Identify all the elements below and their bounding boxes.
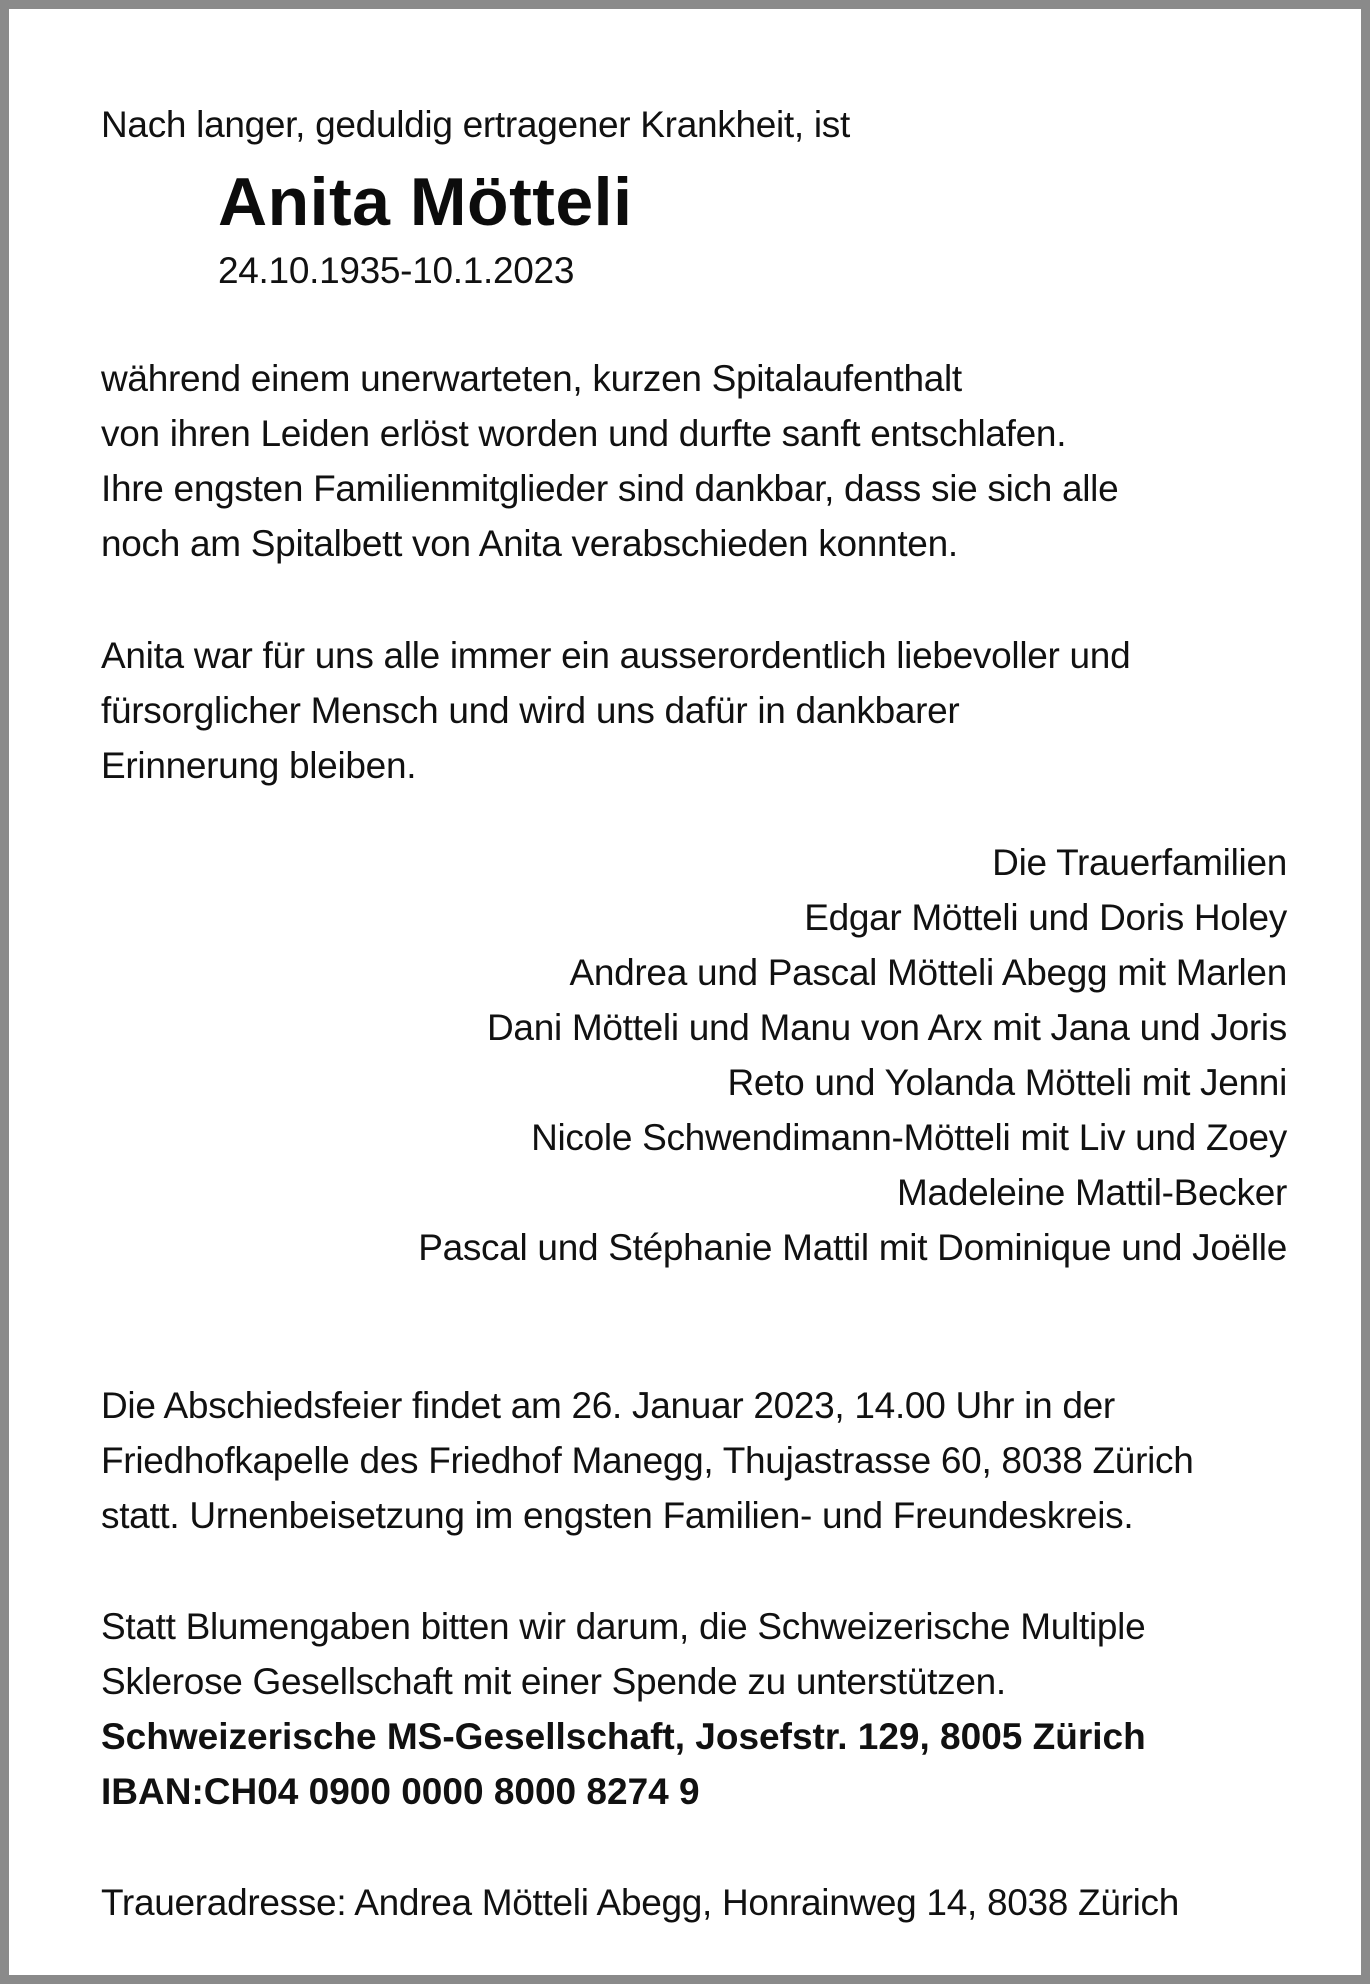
- donation-iban: IBAN:CH04 0900 0000 8000 8274 9: [101, 1771, 700, 1812]
- paragraph-passing: [101, 351, 1287, 571]
- family-line: Madeleine Mattil-Becker: [897, 1172, 1287, 1213]
- family-line: Die Trauerfamilien: [992, 842, 1287, 883]
- paragraph-donation: [101, 1599, 1287, 1819]
- text-line: Erinnerung bleiben.: [101, 745, 417, 786]
- family-line: Dani Mötteli und Manu von Arx mit Jana und Joris: [487, 1007, 1287, 1048]
- text-line: Ihre engsten Familienmitglieder sind dankbar, dass sie sich alle: [101, 468, 1119, 509]
- life-dates: 24.10.1935-10.1.2023: [218, 250, 575, 291]
- family-line: Nicole Schwendimann-Mötteli mit Liv und Zoey: [531, 1117, 1287, 1158]
- obituary-content: [101, 97, 1287, 1930]
- text-line: von ihren Leiden erlöst worden und durfte sanft entschlafen.: [101, 413, 1067, 454]
- paragraph-ceremony: [101, 1378, 1287, 1543]
- text-line: Friedhofkapelle des Friedhof Manegg, Thujastrasse 60, 8038 Zürich: [101, 1440, 1194, 1481]
- text-line: Sklerose Gesellschaft mit einer Spende zu unterstützen.: [101, 1661, 1006, 1702]
- address-line: Traueradresse: Andrea Mötteli Abegg, Honrainweg 14, 8038 Zürich: [101, 1882, 1180, 1923]
- text-line: Anita war für uns alle immer ein ausserordentlich liebevoller und: [101, 635, 1131, 676]
- deceased-name: Anita Mötteli: [218, 164, 633, 240]
- family-line: Andrea und Pascal Mötteli Abegg mit Marlen: [569, 952, 1287, 993]
- intro-text: Nach langer, geduldig ertragener Krankheit, ist: [101, 104, 850, 145]
- donation-organization: Schweizerische MS-Gesellschaft, Josefstr. 129, 8005 Zürich: [101, 1716, 1146, 1757]
- text-line: Die Abschiedsfeier findet am 26. Januar 2023, 14.00 Uhr in der: [101, 1385, 1115, 1426]
- mourning-address: [101, 1875, 1287, 1930]
- family-line: Reto und Yolanda Mötteli mit Jenni: [727, 1062, 1287, 1103]
- text-line: fürsorglicher Mensch und wird uns dafür in dankbarer: [101, 690, 960, 731]
- text-line: Statt Blumengaben bitten wir darum, die Schweizerische Multiple: [101, 1606, 1146, 1647]
- mourning-families: [101, 835, 1287, 1275]
- text-line: statt. Urnenbeisetzung im engsten Familien- und Freundeskreis.: [101, 1495, 1134, 1536]
- family-line: Edgar Mötteli und Doris Holey: [804, 897, 1287, 938]
- text-line: noch am Spitalbett von Anita verabschieden konnten.: [101, 523, 958, 564]
- family-line: Pascal und Stéphanie Mattil mit Dominique und Joëlle: [418, 1227, 1287, 1268]
- text-line: während einem unerwarteten, kurzen Spitalaufenthalt: [101, 358, 962, 399]
- paragraph-remembrance: [101, 628, 1287, 793]
